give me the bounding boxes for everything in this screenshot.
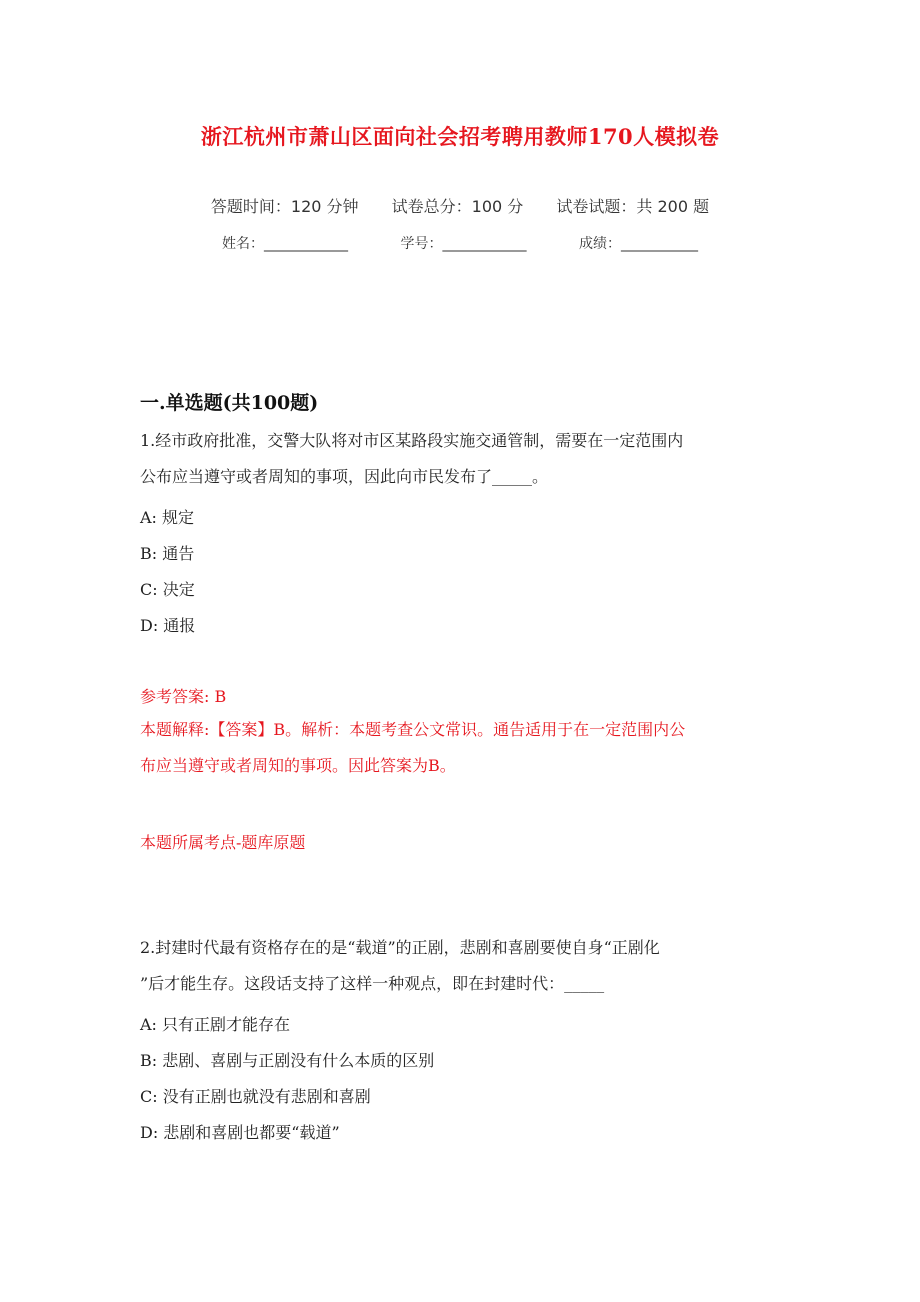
question-2-option-c: C: 没有正剧也就没有悲剧和喜剧 <box>140 1087 371 1106</box>
question-1-option-a: A: 规定 <box>140 508 195 527</box>
student-fields <box>0 233 920 253</box>
exam-total-score: 试卷总分：100 分 <box>391 197 524 216</box>
question-1-line-1: 1.经市政府批准，交警大队将对市区某路段实施交通管制，需要在一定范围内 <box>140 431 684 450</box>
question-2-option-d: D: 悲剧和喜剧也都要“载道” <box>140 1123 340 1142</box>
exam-total-questions: 试卷试题：共 200 题 <box>556 197 710 216</box>
question-2-option-a: A: 只有正剧才能存在 <box>140 1015 291 1034</box>
student-id-field: 学号：____________ <box>400 236 527 252</box>
question-1-option-b: B: 通告 <box>140 544 195 563</box>
question-2-option-b: B: 悲剧、喜剧与正剧没有什么本质的区别 <box>140 1051 435 1070</box>
exam-meta <box>0 194 920 217</box>
question-1-option-d: D: 通报 <box>140 616 196 635</box>
question-1-explanation-line-1: 本题解释:【答案】B。解析：本题考查公文常识。通告适用于在一定范围内公 <box>140 720 686 739</box>
question-2-text <box>140 930 780 1002</box>
question-1-source: 本题所属考点-题库原题 <box>140 833 306 852</box>
exam-time: 答题时间：120 分钟 <box>210 197 359 216</box>
question-1-explanation <box>140 712 780 784</box>
question-1-answer: 参考答案: B <box>140 687 227 706</box>
question-1-text <box>140 423 780 495</box>
score-field: 成绩：___________ <box>578 236 698 252</box>
question-2-line-2: ”后才能生存。这段话支持了这样一种观点，即在封建时代：_____ <box>140 974 605 993</box>
name-field: 姓名：____________ <box>222 236 349 252</box>
question-1-explanation-line-2: 布应当遵守或者周知的事项。因此答案为B。 <box>140 756 456 775</box>
section-title: 一.单选题(共100题) <box>140 392 319 414</box>
page-title: 浙江杭州市萧山区面向社会招考聘用教师170人模拟卷 <box>200 124 720 149</box>
question-1-line-2: 公布应当遵守或者周知的事项，因此向市民发布了_____。 <box>140 467 549 486</box>
question-1-option-c: C: 决定 <box>140 580 195 599</box>
question-2-line-1: 2.封建时代最有资格存在的是“载道”的正剧，悲剧和喜剧要使自身“正剧化 <box>140 938 660 957</box>
